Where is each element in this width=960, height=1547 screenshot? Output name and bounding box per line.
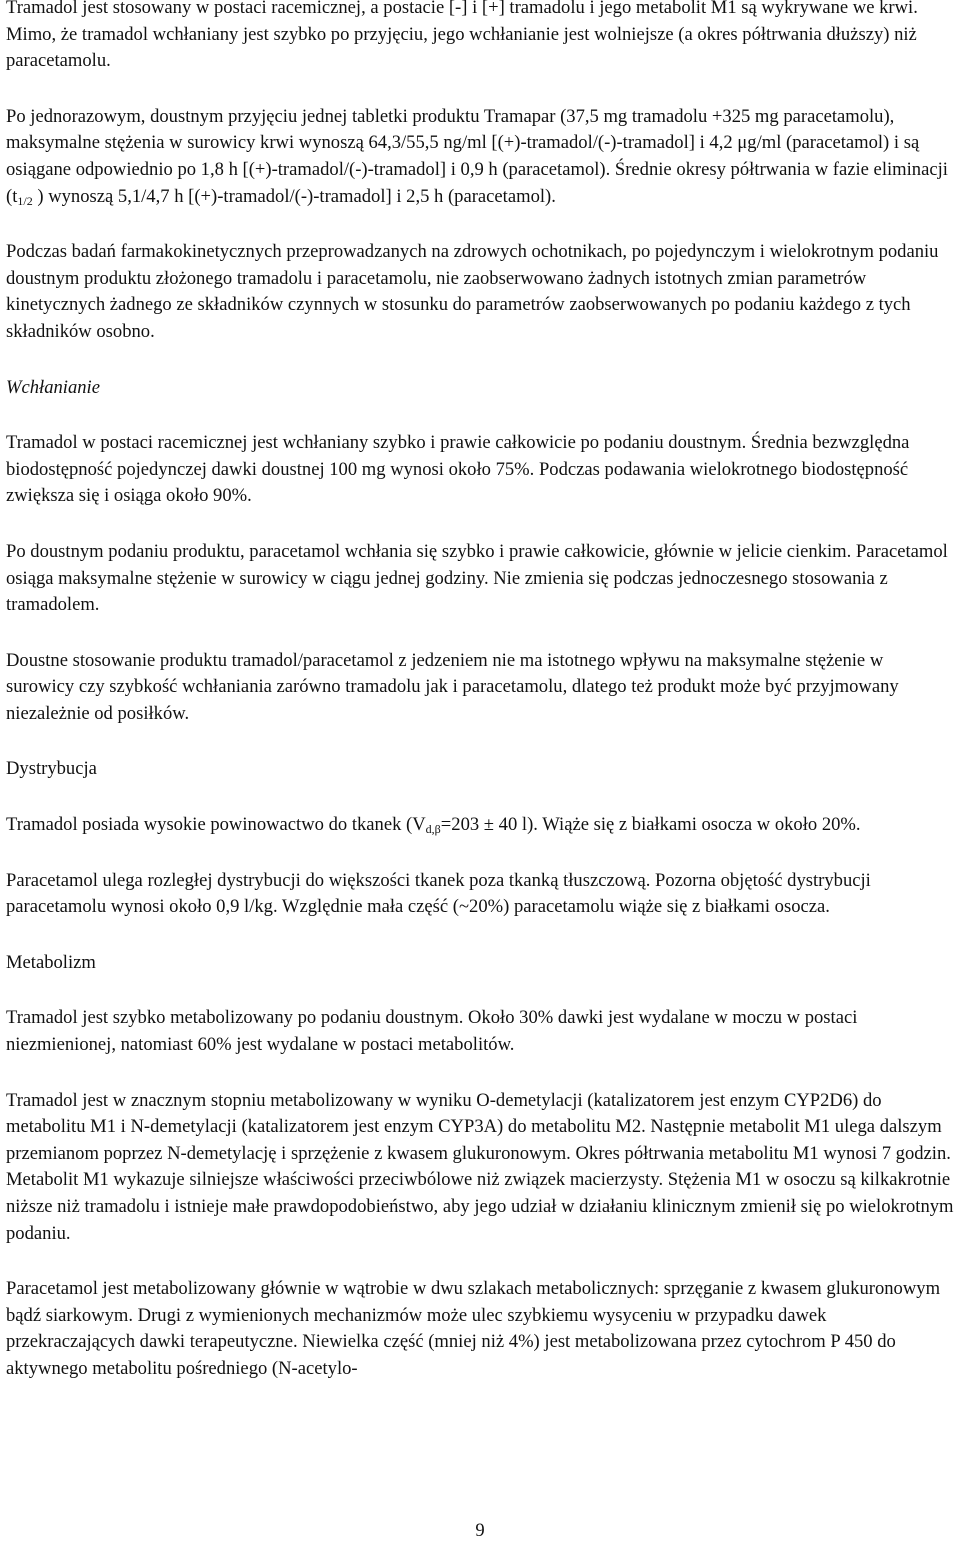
half-life-subscript: 1/2 bbox=[17, 193, 33, 208]
paragraph-tramadol-absorption: Tramadol w postaci racemicznej jest wchłaniany szybko i prawie całkowicie po podaniu doustnym. Średnia bezwzględna biodostępność pojedynczej dawki doustnej 100 mg wynosi około 75%. Podczas podawania wielokrotnego biodostępność zwiększa się i osiąga około 90%. bbox=[6, 432, 910, 507]
tramadol-distribution-text-part-2: =203 ± 40 l). Wiąże się z białkami osocza w około 20%. bbox=[440, 814, 861, 836]
page-number: 9 bbox=[475, 1520, 485, 1541]
paragraph-single-dose-pharmacokinetics bbox=[6, 104, 954, 210]
paragraph-tramadol-distribution bbox=[6, 812, 954, 839]
single-dose-text-part-1: Po jednorazowym, doustnym przyjęciu jednej tabletki produktu Tramapar (37,5 mg tramadolu +325 mg paracetamolu), maksymalne stężenia w surowicy krwi wynoszą 64,3/55,5 ng/ml [(+)-tramadol/(-)-tramadol] i 4,2 μg/ml (paracetamol) i są osiągane odpowiednio po 1,8 h [(+)-tramadol/(-)-tramadol] i 0,9 h (paracetamol). Średnie okresy półtrwania w fazie eliminacji (t bbox=[6, 105, 948, 207]
paragraph-food-effect: Doustne stosowanie produktu tramadol/paracetamol z jedzeniem nie ma istotnego wpływu na maksymalne stężenie w surowicy czy szybkość wchłaniania zarówno tramadolu jak i paracetamolu, dlatego też produkt może być przyjmowany niezależnie od posiłków. bbox=[6, 649, 899, 724]
volume-subscript: d,β bbox=[425, 822, 441, 837]
paragraph-paracetamol-distribution: Paracetamol ulega rozległej dystrybucji do większości tkanek poza tkanką tłuszczową. Pozorna objętość dystrybucji paracetamolu wynosi około 0,9 l/kg. Względnie mała część (~20%) paracetamolu wiąże się z białkami osocza. bbox=[6, 869, 871, 918]
single-dose-text-part-2: ) wynoszą 5,1/4,7 h [(+)-tramadol/(-)-tramadol] i 2,5 h (paracetamol). bbox=[32, 185, 556, 207]
paragraph-paracetamol-absorption: Po doustnym podaniu produktu, paracetamol wchłania się szybko i prawie całkowicie, głównie w jelicie cienkim. Paracetamol osiąga maksymalne stężenie w surowicy w ciągu jednej godziny. Nie zmienia się podczas jednoczesnego stosowania z tramadolem. bbox=[6, 540, 948, 616]
paragraph-tramadol-metabolism-overview: Tramadol jest szybko metabolizowany po podaniu doustnym. Około 30% dawki jest wydalane w moczu w postaci niezmienionej, natomiast 60% jest wydalane w postaci metabolitów. bbox=[6, 1007, 858, 1056]
heading-distribution: Dystrybucja bbox=[6, 758, 97, 780]
heading-absorption: Wchłanianie bbox=[6, 376, 100, 398]
paragraph-tramadol-metabolism-details: Tramadol jest w znacznym stopniu metabolizowany w wyniku O-demetylacji (katalizatorem jest enzym CYP2D6) do metabolitu M1 i N-demetylacji (katalizatorem jest enzym CYP3A) do metabolitu M2. Następnie metabolit M1 ulega dalszym przemianom poprzez N-demetylację i sprzężenie z kwasem glukuronowym. Okres półtrwania metabolitu M1 wynosi 7 godzin. Metabolit M1 wykazuje silniejsze właściwości przeciwbólowe niż związek macierzysty. Stężenia M1 w osoczu są kilkakrotnie niższe niż tramadolu i istnieje małe prawdopodobieństwo, aby jego udział w działaniu klinicznym zmienił się po wielokrotnym podaniu. bbox=[6, 1089, 954, 1244]
paragraph-pharmacokinetic-studies: Podczas badań farmakokinetycznych przeprowadzanych na zdrowych ochotnikach, po pojedynczym i wielokrotnym podaniu doustnym produktu złożonego tramadolu i paracetamolu, nie zaobserwowano żadnych istotnych zmian parametrów kinetycznych żadnego ze składników czynnych w stosunku do parametrów zaobserwowanych po podaniu każdego z tych składników osobno. bbox=[6, 241, 939, 342]
paragraph-paracetamol-metabolism: Paracetamol jest metabolizowany głównie w wątrobie w dwu szlakach metabolicznych: sprzęganie z kwasem glukuronowym bądź siarkowym. Drugi z wymienionych mechanizmów może ulec szybkiemu wysyceniu w przypadku dawek przekraczających dawki terapeutyczne. Niewielka część (mniej niż 4%) jest metabolizowana przez cytochrom P 450 do aktywnego metabolitu pośredniego (N-acetylo- bbox=[6, 1278, 941, 1379]
tramadol-distribution-text-part-1: Tramadol posiada wysokie powinowactwo do tkanek (V bbox=[6, 814, 426, 836]
paragraph-racemic-forms: Tramadol jest stosowany w postaci racemicznej, a postacie [-] i [+] tramadolu i jego metabolit M1 są wykrywane we krwi. Mimo, że tramadol wchłaniany jest szybko po przyjęciu, jego wchłanianie jest wolniejsze (a okres półtrwania dłuższy) niż paracetamolu. bbox=[6, 0, 918, 72]
heading-metabolism: Metabolizm bbox=[6, 951, 96, 973]
